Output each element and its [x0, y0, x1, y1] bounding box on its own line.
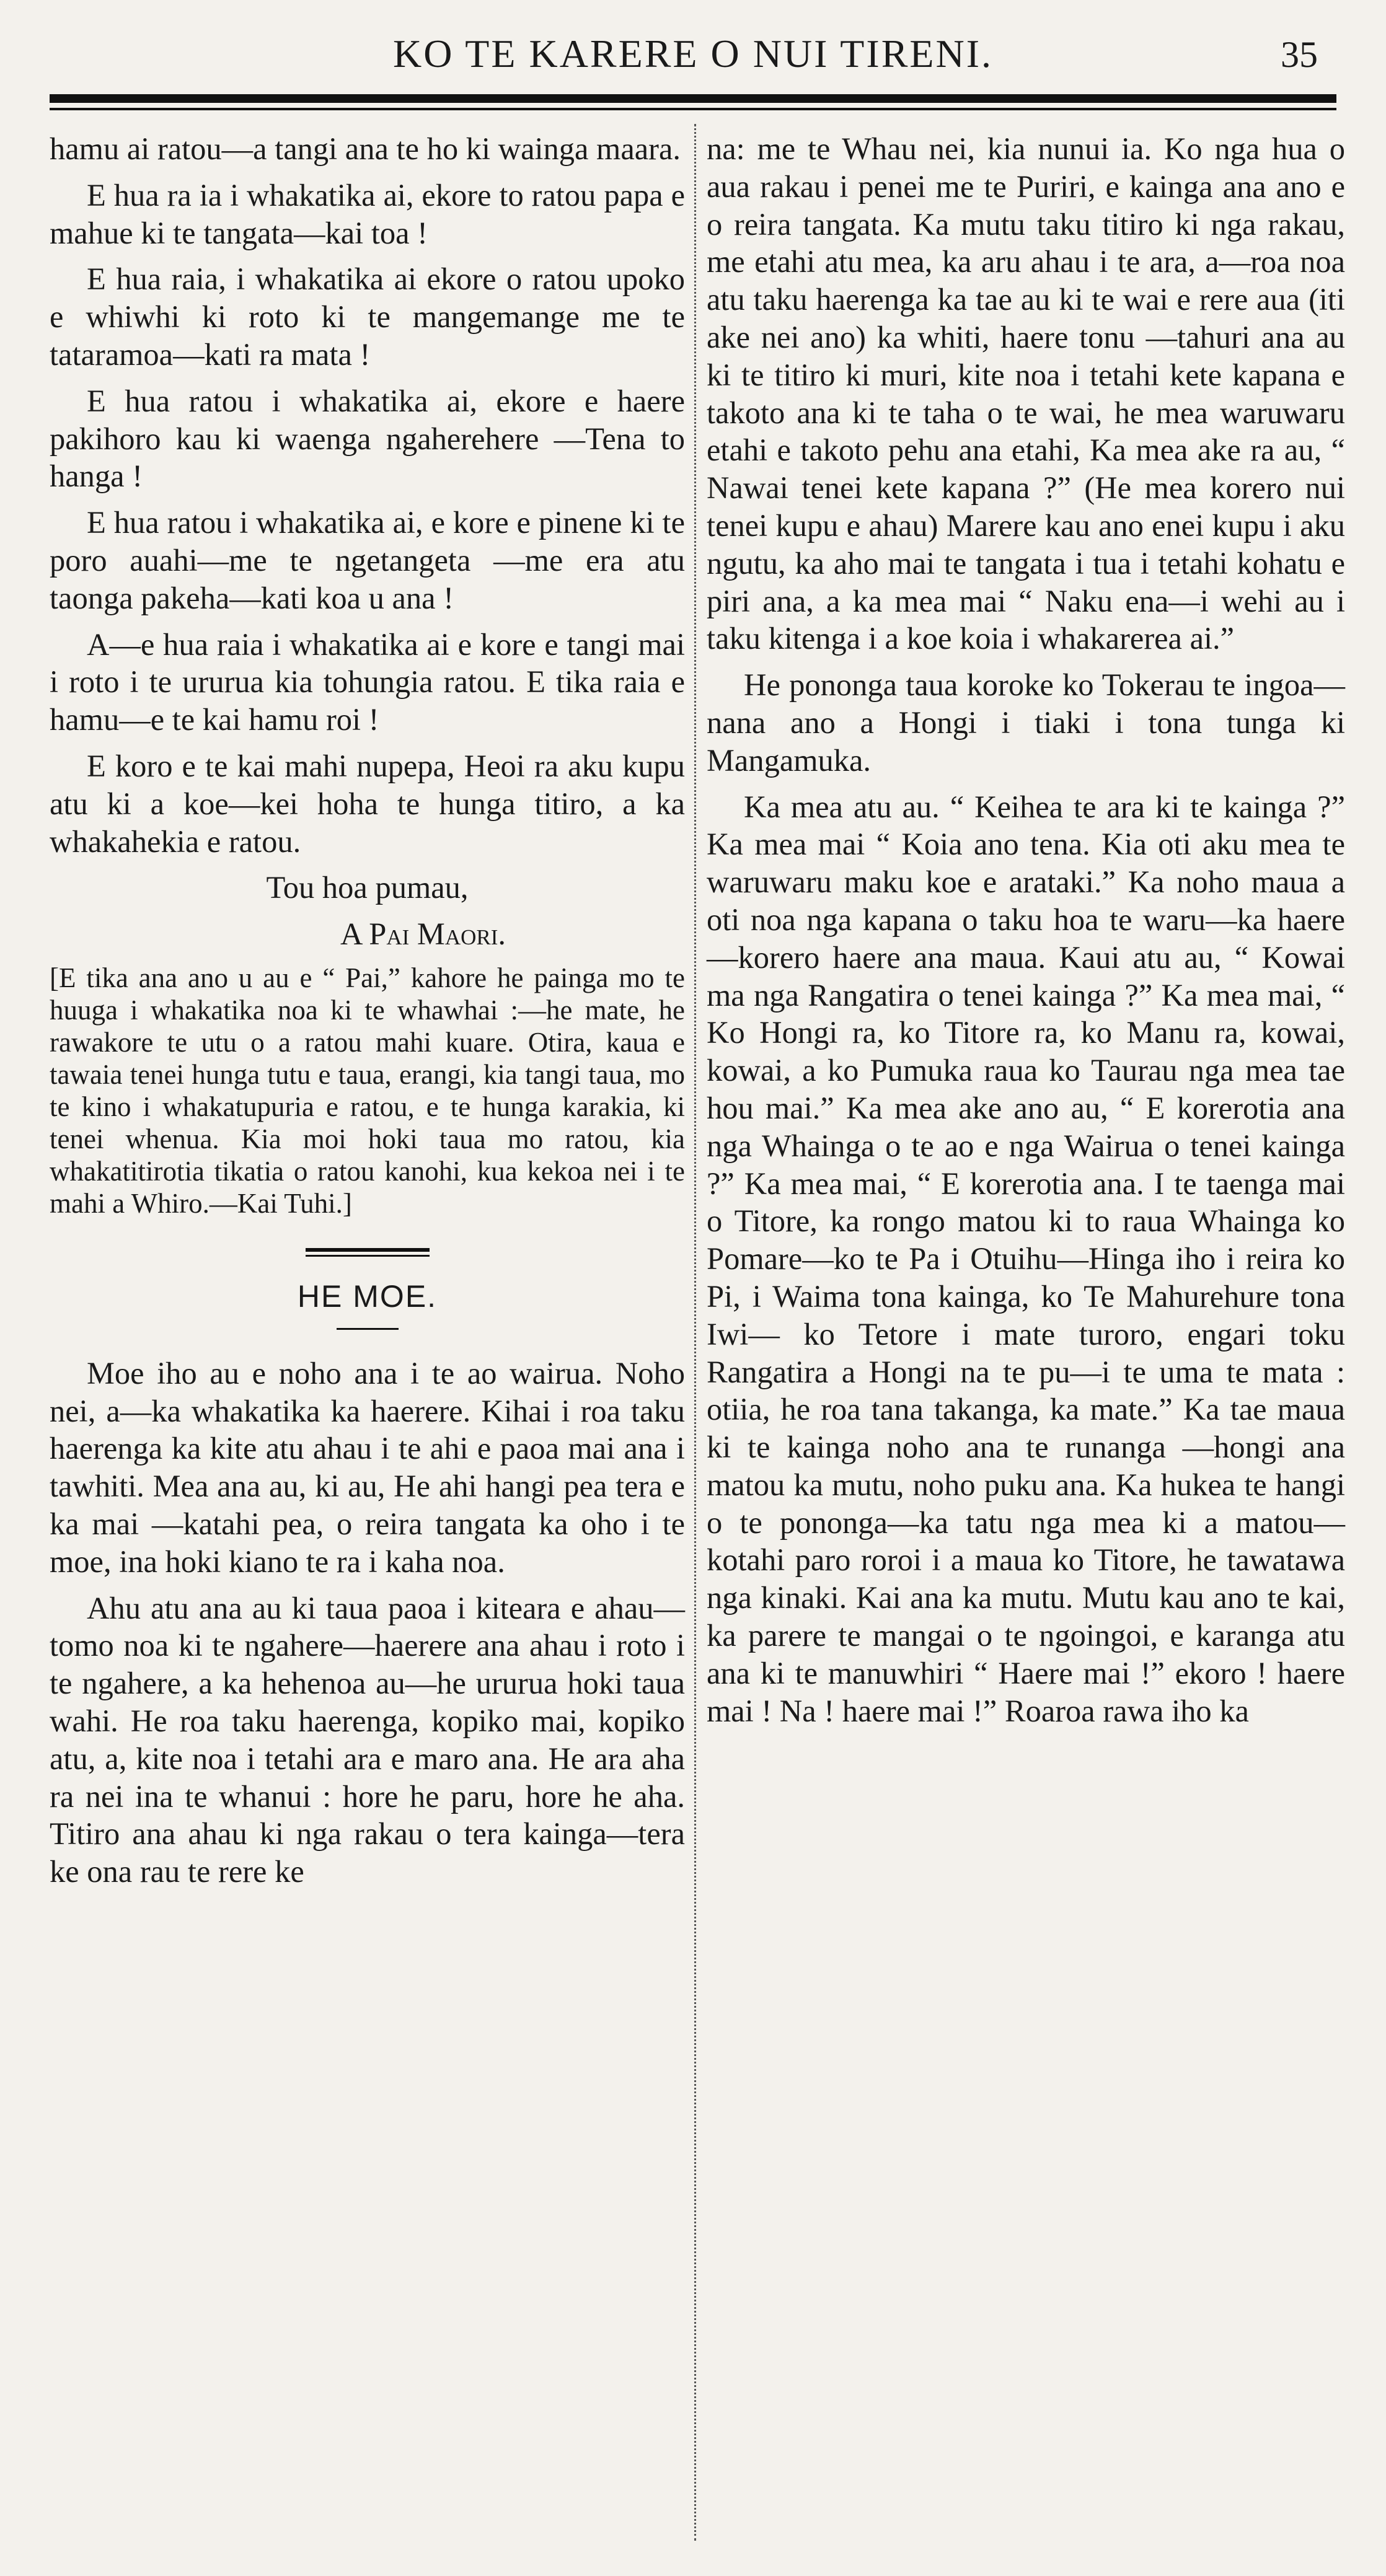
section-title: HE MOE. — [297, 1278, 438, 1314]
left-column — [50, 130, 685, 1899]
paragraph: He pononga taua koroke ko Tokerau te ingoa—nana ano a Hongi i tiaki i tona tunga ki Mangamuka. — [707, 667, 1345, 778]
paragraph: E hua ratou i whakatika ai, e kore e pinene ki te poro auahi—me te ngetangeta —me era atu taonga pakeha—kati koa u ana ! — [50, 505, 685, 615]
column-divider — [694, 124, 697, 2541]
paragraph: hamu ai ratou—a tangi ana te ho ki wainga maara. — [50, 131, 681, 166]
paragraph: Ka mea atu au. “ Keihea te ara ki te kainga ?” Ka mea mai “ Koia ano tena. Kia oti aku mea te waruwaru maku koe e arataki.” Ka noho maua a oti noa nga kapana o taku hoa te waru—ka haere —korero haere ana maua. Kaui atu au, “ Kowai ma nga Rangatira o tenei kainga ?” Ka mea mai, “ Ko Hongi ra, ko Titore ra, ko Manu ra, kowai, kowai, a ko Pumuka raua ko Taurau nga mea tae hou mai.” Ka mea ake ano au, “ E korerotia ana nga Whainga o te ao e nga Wairua o tenei kainga ?” Ka mea mai, “ E korerotia ana. I te taenga mai o Titore, ka rongo matou ki to raua Whainga ko Pomare—ko te Pa i Otuihu—Hinga iho i reira ko Pi, i Waima tona kainga, ko Te Mahurehure tona Iwi— ko Tetore i mate turoro, engari toku Rangatira a Hongi na te pu—i te uma te mata : otiia, he roa tana takanga, ka mate.” Ka tae maua ki te kainga noho ana te runanga —hongi ana matou ka mutu, noho puku ana. Ka hukea te hangi o te pononga—ka tatu nga mea ki a matou— kotahi paro roroi i a maua ko Titore, he tawatawa nga kinaki. Kai ana ka mutu. Mutu kau ano te kai, ka parere te mangai o te ngoingoi, e karanga atu ana ki te manuwhiri “ Haere mai !” ekoro ! haere mai ! Na ! haere mai !” Roaroa rawa iho ka — [707, 789, 1345, 1728]
paragraph: E hua ra ia i whakatika ai, ekore to ratou papa e mahue ki te tangata—kai toa ! — [50, 177, 685, 250]
paragraph: E hua raia, i whakatika ai ekore o ratou upoko e whiwhi ki roto ki te mangemange me te tataramoa—kati ra mata ! — [50, 262, 685, 372]
editor-note: [E tika ana ano u au e “ Pai,” kahore he painga mo te huuga i whakatika noa ki te whawhai :—he mate, he rawakore te utu o a ratou mahi kuare. Otira, kaua e tawaia tenei hunga tutu e taua, erangi, kia tangi taua, mo te kino i whakatupuria e ratou, e te hunga karakia, ki tenei whenua. Kia moi hoki taua mo ratou, kia whakatitirotia tikatia o ratou kanohi, kua kekoa nei i te mahi a Whiro.—Kai Tuhi.] — [50, 962, 685, 1219]
header-rule — [50, 94, 1336, 110]
page-header — [43, 25, 1343, 81]
right-column — [707, 130, 1345, 1738]
letter-signature: A Pai Maori. — [340, 917, 506, 952]
paragraph: Ahu atu ana au ki taua paoa i kiteara e ahau—tomo noa ki te ngahere—haerere ana ahau i roto i te ngahere, a ka hehenoa au—he ururua hoki taua wahi. He roa taku haerenga, kopiko mai, kopiko atu, a, kite noa i tetahi ara e maro ana. He ara aha ra nei ina te whanui : hore he paru, hore he aha. Titiro ana ahau ki nga rakau o tera kainga—tera ke ona rau te rere ke — [50, 1590, 685, 1889]
paragraph: na: me te Whau nei, kia nunui ia. Ko nga hua o aua rakau i penei me te Puriri, e kainga ana ano e o reira tangata. Ka mutu taku titiro ki nga rakau, me etahi atu mea, ka aru ahau i te ara, a—roa noa atu taku haerenga ka tae au ki te wai e rere aua (iti ake nei ano) ka whiti, haere tonu —tahuri ana au ki te titiro ki muri, kite noa i tetahi kete kapana e takoto ana ki te taha o te wai, he mea waruwaru etahi e takoto pehu ana etahi, Ka mea ake ra au, “ Nawai tenei kete kapana ?” (He mea korero nui tenei kupu e ahau) Marere kau ano enei kupu i aku ngutu, ka aho mai te tangata i tua i tetahi kohatu e piri ana, a ka mea mai “ Naku ena—i wehi au i taku kitenga i a koe koia i whakarerea ai.” — [707, 131, 1345, 656]
section-divider — [306, 1248, 430, 1257]
letter-closing: Tou hoa pumau, — [266, 870, 469, 905]
paragraph: E hua ratou i whakatika ai, ekore e haere pakihoro kau ki waenga ngaherehere —Tena to hanga ! — [50, 383, 685, 494]
page-number: 35 — [1281, 34, 1318, 75]
running-title: KO TE KARERE O NUI TIRENI. — [393, 32, 993, 76]
paragraph: A—e hua raia i whakatika ai e kore e tangi mai i roto i te ururua kia tohungia ratou. E tika raia e hamu—e te kai hamu roi ! — [50, 626, 685, 737]
paragraph: Moe iho au e noho ana i te ao wairua. Noho nei, a—ka whakatika ka haerere. Kihai i roa taku haerenga ka kite atu ahau i te ahi e paoa mai ana i tawhiti. Mea ana au, ki au, He ahi hangi pea tera e ka mai —katahi pea, o reira tangata ka oho i te moe, ina hoki kiano te ra i kaha noa. — [50, 1355, 685, 1579]
title-underline — [337, 1328, 399, 1330]
paragraph: E koro e te kai mahi nupepa, Heoi ra aku kupu atu ki a koe—kei hoha te hunga titiro, a ka whakahekia e ratou. — [50, 748, 685, 859]
